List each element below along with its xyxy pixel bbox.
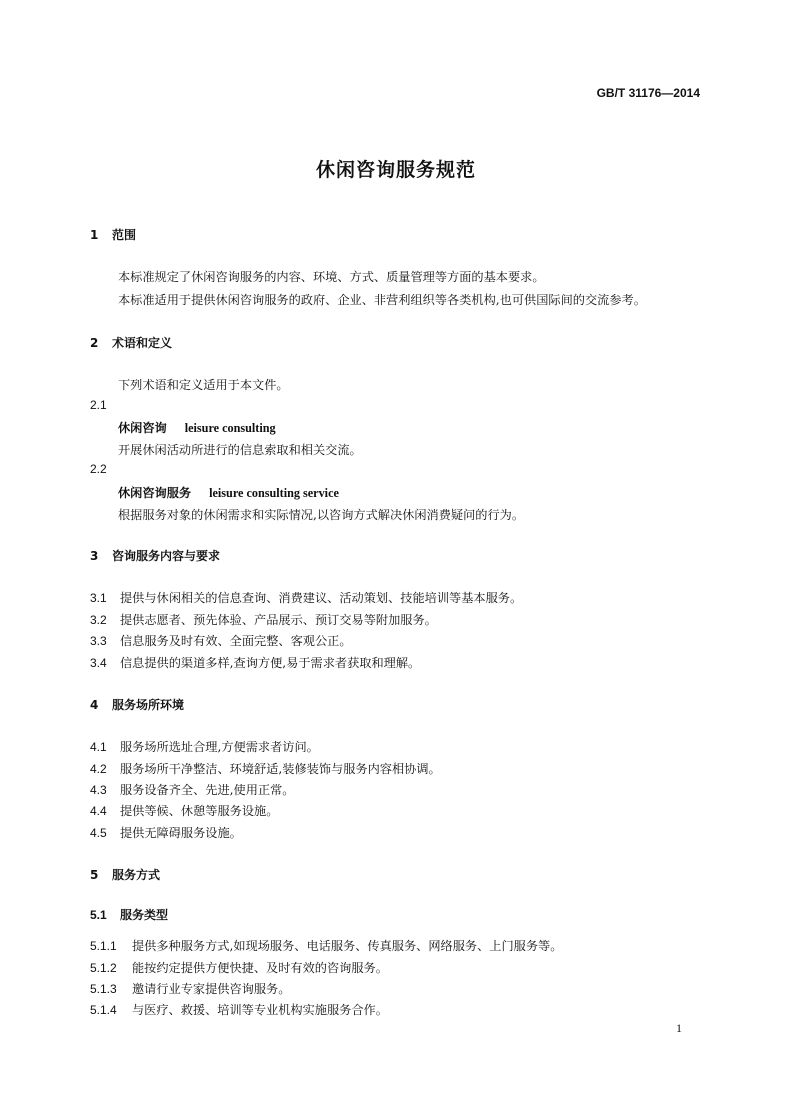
clause-number: 5.1.4: [90, 1003, 117, 1017]
paragraph: 下列术语和定义适用于本文件。: [118, 378, 289, 392]
clause-item: [90, 802, 278, 819]
term-definition: 开展休闲活动所进行的信息索取和相关交流。: [118, 443, 362, 457]
section-title: 咨询服务内容与要求: [112, 549, 221, 563]
clause-item: [90, 959, 388, 976]
clause-item: [90, 937, 562, 954]
clause-item: [90, 980, 290, 997]
clause-text: 服务场所选址合理,方便需求者访问。: [120, 740, 319, 754]
subsection-title: 服务类型: [120, 908, 169, 922]
term-number: 2.2: [90, 462, 107, 476]
term-en: leisure consulting service: [209, 486, 339, 500]
section-3-heading: [90, 547, 220, 564]
clause-text: 服务场所干净整洁、环境舒适,装修装饰与服务内容相协调。: [120, 762, 441, 776]
clause-text: 能按约定提供方便快捷、及时有效的咨询服务。: [132, 961, 388, 975]
term-zh: 休闲咨询服务: [118, 486, 192, 500]
clause-item: [90, 738, 319, 755]
section-1-heading: [90, 226, 136, 243]
term-definition: 根据服务对象的休闲需求和实际情况,以咨询方式解决休闲消费疑问的行为。: [118, 508, 525, 522]
clause-text: 提供与休闲相关的信息查询、消费建议、活动策划、技能培训等基本服务。: [120, 591, 523, 605]
term-zh: 休闲咨询: [118, 421, 167, 435]
section-number: 4: [90, 698, 99, 712]
clause-item: [90, 589, 522, 606]
clause-text: 提供无障碍服务设施。: [120, 826, 242, 840]
paragraph: 本标准适用于提供休闲咨询服务的政府、企业、非营利组织等各类机构,也可供国际间的交流参考。: [118, 293, 646, 307]
clause-text: 服务设备齐全、先进,使用正常。: [120, 783, 295, 797]
subsection-number: 5.1: [90, 908, 107, 922]
section-number: 2: [90, 336, 99, 350]
section-number: 5: [90, 868, 99, 882]
clause-number: 3.2: [90, 613, 107, 627]
clause-number: 4.4: [90, 804, 107, 818]
section-2-heading: [90, 334, 172, 351]
clause-number: 4.2: [90, 762, 107, 776]
section-title: 服务方式: [112, 868, 161, 882]
clause-item: [90, 781, 295, 798]
clause-item: [90, 632, 352, 649]
term-en: leisure consulting: [184, 421, 276, 435]
section-title: 术语和定义: [112, 336, 173, 350]
clause-number: 5.1.2: [90, 961, 117, 975]
section-4-heading: [90, 696, 184, 713]
section-number: 1: [90, 228, 99, 242]
clause-item: [90, 760, 441, 777]
section-number: 3: [90, 549, 99, 563]
paragraph: 本标准规定了休闲咨询服务的内容、环境、方式、质量管理等方面的基本要求。: [118, 270, 545, 284]
clause-text: 信息服务及时有效、全面完整、客观公正。: [120, 634, 352, 648]
clause-text: 提供志愿者、预先体验、产品展示、预订交易等附加服务。: [120, 613, 437, 627]
section-5-heading: [90, 866, 160, 883]
clause-number: 5.1.1: [90, 939, 117, 953]
clause-text: 提供等候、休憩等服务设施。: [120, 804, 279, 818]
clause-item: [90, 654, 420, 671]
clause-number: 3.3: [90, 634, 107, 648]
clause-item: [90, 824, 242, 841]
term-entry: [118, 419, 276, 436]
clause-number: 3.1: [90, 591, 107, 605]
clause-number: 4.5: [90, 826, 107, 840]
subsection-heading: [90, 906, 168, 923]
page-number: 1: [676, 1021, 682, 1035]
clause-number: 4.3: [90, 783, 107, 797]
section-title: 服务场所环境: [112, 698, 185, 712]
clause-text: 与医疗、救援、培训等专业机构实施服务合作。: [132, 1003, 388, 1017]
standard-code: GB/T 31176—2014: [596, 86, 700, 100]
page-title: 休闲咨询服务规范: [315, 159, 476, 181]
section-title: 范围: [112, 228, 137, 242]
term-entry: [118, 484, 339, 501]
clause-text: 邀请行业专家提供咨询服务。: [132, 982, 291, 996]
term-number: 2.1: [90, 398, 107, 412]
clause-item: [90, 611, 437, 628]
clause-number: 4.1: [90, 740, 107, 754]
clause-number: 5.1.3: [90, 982, 117, 996]
clause-text: 信息提供的渠道多样,查询方便,易于需求者获取和理解。: [120, 656, 421, 670]
clause-item: [90, 1001, 388, 1018]
clause-text: 提供多种服务方式,如现场服务、电话服务、传真服务、网络服务、上门服务等。: [132, 939, 563, 953]
clause-number: 3.4: [90, 656, 107, 670]
